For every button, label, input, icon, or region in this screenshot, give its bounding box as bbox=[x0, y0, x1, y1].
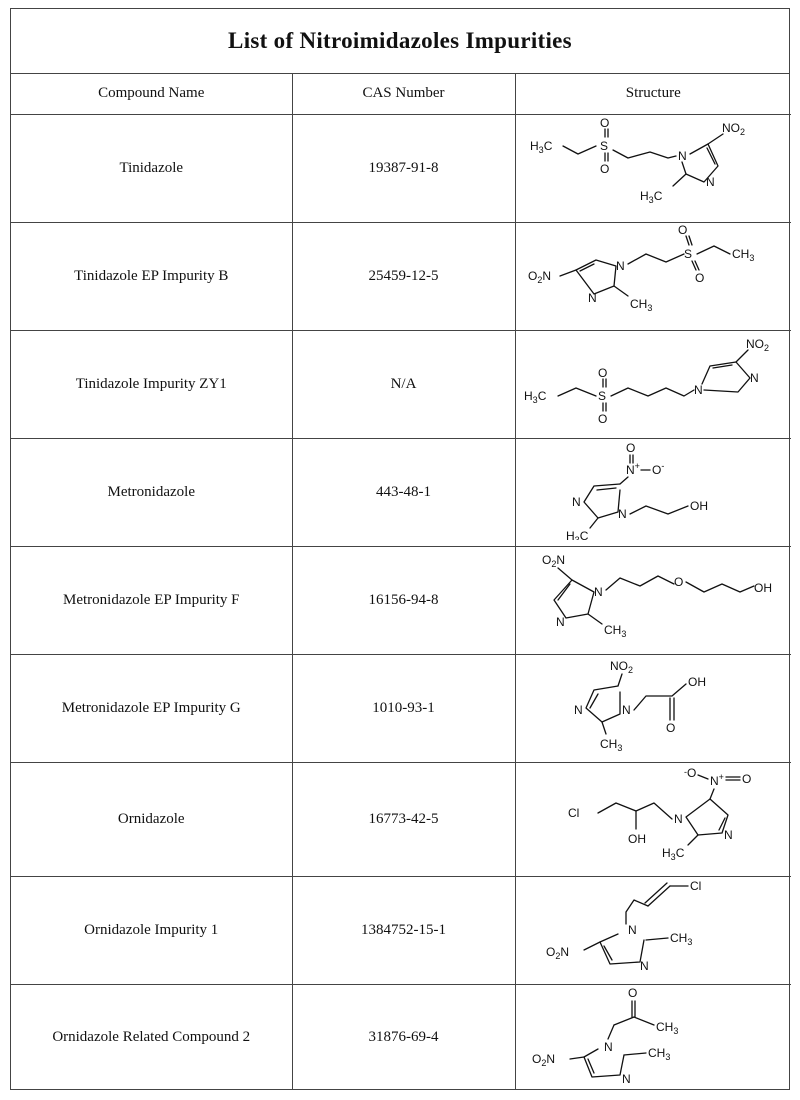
svg-text:O: O bbox=[742, 771, 752, 786]
svg-text:N: N bbox=[616, 258, 625, 273]
svg-text:OH: OH bbox=[690, 498, 709, 513]
compound-name-cell: Tinidazole Impurity ZY1 bbox=[11, 330, 292, 438]
svg-text:OH: OH bbox=[628, 831, 647, 846]
compound-name-cell: Ornidazole Related Compound 2 bbox=[11, 984, 292, 1090]
svg-text:N: N bbox=[674, 811, 683, 826]
svg-text:NO2: $NO_2$ bbox=[746, 336, 770, 353]
compound-name-cell: Metronidazole bbox=[11, 438, 292, 546]
svg-text:O2N: $O_2N$ bbox=[532, 1051, 556, 1068]
svg-text:H3C: $H_3C$ bbox=[640, 188, 663, 205]
svg-text:N+: N+ bbox=[710, 771, 725, 788]
compound-name-cell: Tinidazole bbox=[11, 114, 292, 222]
table-row bbox=[11, 546, 791, 654]
structure-cell bbox=[515, 984, 791, 1090]
svg-text:O2N: $O_2N$ bbox=[542, 552, 566, 569]
svg-text:H3C: $H_3C$ bbox=[530, 138, 553, 155]
cas-number-cell: 31876-69-4 bbox=[292, 984, 515, 1090]
svg-text:N: N bbox=[618, 506, 627, 521]
metronidazole-ep-impurity-f-structure-icon bbox=[518, 548, 788, 648]
svg-text:O: O bbox=[678, 223, 688, 237]
table-row bbox=[11, 222, 791, 330]
table-row bbox=[11, 438, 791, 546]
tinidazole-impurity-zy1-structure-icon bbox=[518, 332, 788, 432]
table-row bbox=[11, 984, 791, 1090]
svg-text:N: N bbox=[622, 702, 631, 717]
table-row bbox=[11, 876, 791, 984]
svg-text:H3C: $H_3C$ bbox=[662, 845, 685, 862]
svg-text:Cl: Cl bbox=[690, 878, 702, 893]
impurities-table-sheet bbox=[10, 8, 790, 1090]
svg-text:N+: N+ bbox=[626, 460, 641, 477]
compound-name-cell: Ornidazole bbox=[11, 762, 292, 876]
svg-text:CH3: $CH_3$ bbox=[604, 622, 627, 639]
svg-text:O: O bbox=[695, 270, 705, 285]
svg-text:O: O bbox=[598, 411, 608, 426]
svg-text:O: O bbox=[600, 161, 610, 176]
svg-text:H3C: $H_3C$ bbox=[566, 528, 589, 540]
ornidazole-impurity-1-structure-icon bbox=[518, 878, 788, 978]
svg-text:N: N bbox=[694, 382, 703, 397]
cas-number-cell: 1010-93-1 bbox=[292, 654, 515, 762]
svg-text:O: O bbox=[628, 985, 638, 1000]
table-row bbox=[11, 762, 791, 876]
svg-text:S: S bbox=[600, 138, 609, 153]
cas-number-cell: N/A bbox=[292, 330, 515, 438]
column-header-structure: Structure bbox=[515, 74, 791, 114]
svg-text:CH3: $CH_3$ bbox=[732, 246, 755, 263]
svg-text:OH: OH bbox=[688, 674, 707, 689]
table-header-row bbox=[11, 74, 791, 114]
structure-cell bbox=[515, 330, 791, 438]
cas-number-cell: 16156-94-8 bbox=[292, 546, 515, 654]
structure-cell bbox=[515, 222, 791, 330]
svg-text:O: O bbox=[600, 115, 610, 130]
svg-text:-O: -O bbox=[684, 765, 697, 780]
cas-number-cell: 1384752-15-1 bbox=[292, 876, 515, 984]
svg-text:NO2: $NO_2$ bbox=[722, 120, 746, 137]
svg-text:CH3: $CH_3$ bbox=[670, 930, 693, 947]
cas-number-cell: 443-48-1 bbox=[292, 438, 515, 546]
table-row bbox=[11, 654, 791, 762]
svg-text:N: N bbox=[594, 584, 603, 599]
metronidazole-structure-icon bbox=[518, 440, 788, 540]
svg-text:CH3: $CH_3$ bbox=[630, 296, 653, 313]
compound-name-cell: Metronidazole EP Impurity F bbox=[11, 546, 292, 654]
svg-text:N: N bbox=[750, 370, 759, 385]
svg-text:N: N bbox=[572, 494, 581, 509]
structure-cell bbox=[515, 438, 791, 546]
tinidazole-structure-icon bbox=[518, 116, 788, 216]
svg-text:O: O bbox=[666, 720, 676, 735]
page-title: List of Nitroimidazoles Impurities bbox=[11, 9, 789, 74]
svg-text:N: N bbox=[628, 922, 637, 937]
compound-name-cell: Metronidazole EP Impurity G bbox=[11, 654, 292, 762]
svg-text:O2N: $O_2N$ bbox=[546, 944, 570, 961]
svg-text:CH3: $CH_3$ bbox=[656, 1019, 679, 1036]
cas-number-cell: 19387-91-8 bbox=[292, 114, 515, 222]
column-header-compound-name: Compound Name bbox=[11, 74, 292, 114]
structure-cell bbox=[515, 876, 791, 984]
tinidazole-ep-impurity-b-structure-icon bbox=[518, 224, 788, 324]
cas-number-cell: 25459-12-5 bbox=[292, 222, 515, 330]
svg-text:NO2: $NO_2$ bbox=[610, 658, 634, 675]
svg-text:S: S bbox=[598, 388, 607, 403]
svg-text:Cl: Cl bbox=[568, 805, 580, 820]
structure-cell bbox=[515, 762, 791, 876]
svg-text:H3C: $H_3C$ bbox=[524, 388, 547, 405]
column-header-cas-number: CAS Number bbox=[292, 74, 515, 114]
svg-text:N: N bbox=[706, 174, 715, 189]
svg-text:S: S bbox=[684, 246, 693, 261]
ornidazole-structure-icon bbox=[518, 765, 788, 869]
table-row bbox=[11, 114, 791, 222]
structure-cell bbox=[515, 546, 791, 654]
structure-cell bbox=[515, 654, 791, 762]
table-row bbox=[11, 330, 791, 438]
svg-text:N: N bbox=[724, 827, 733, 842]
svg-text:N: N bbox=[588, 290, 597, 305]
structure-cell bbox=[515, 114, 791, 222]
compound-name-cell: Ornidazole Impurity 1 bbox=[11, 876, 292, 984]
svg-text:O: O bbox=[674, 574, 684, 589]
svg-text:N: N bbox=[622, 1071, 631, 1085]
svg-text:O: O bbox=[626, 440, 636, 455]
svg-text:OH: OH bbox=[754, 580, 773, 595]
svg-text:O2N: $O_2N$ bbox=[528, 268, 552, 285]
svg-text:N: N bbox=[574, 702, 583, 717]
svg-text:CH3: $CH_3$ bbox=[600, 736, 623, 753]
svg-text:O: O bbox=[598, 365, 608, 380]
cas-number-cell: 16773-42-5 bbox=[292, 762, 515, 876]
svg-text:N: N bbox=[556, 614, 565, 629]
svg-text:N: N bbox=[678, 148, 687, 163]
svg-text:N: N bbox=[604, 1039, 613, 1054]
svg-text:O-: O- bbox=[652, 460, 665, 477]
svg-text:N: N bbox=[640, 958, 649, 973]
ornidazole-related-compound-2-structure-icon bbox=[518, 985, 788, 1085]
compound-name-cell: Tinidazole EP Impurity B bbox=[11, 222, 292, 330]
metronidazole-ep-impurity-g-structure-icon bbox=[518, 656, 788, 756]
svg-text:CH3: $CH_3$ bbox=[648, 1045, 671, 1062]
impurities-table bbox=[11, 74, 791, 1090]
